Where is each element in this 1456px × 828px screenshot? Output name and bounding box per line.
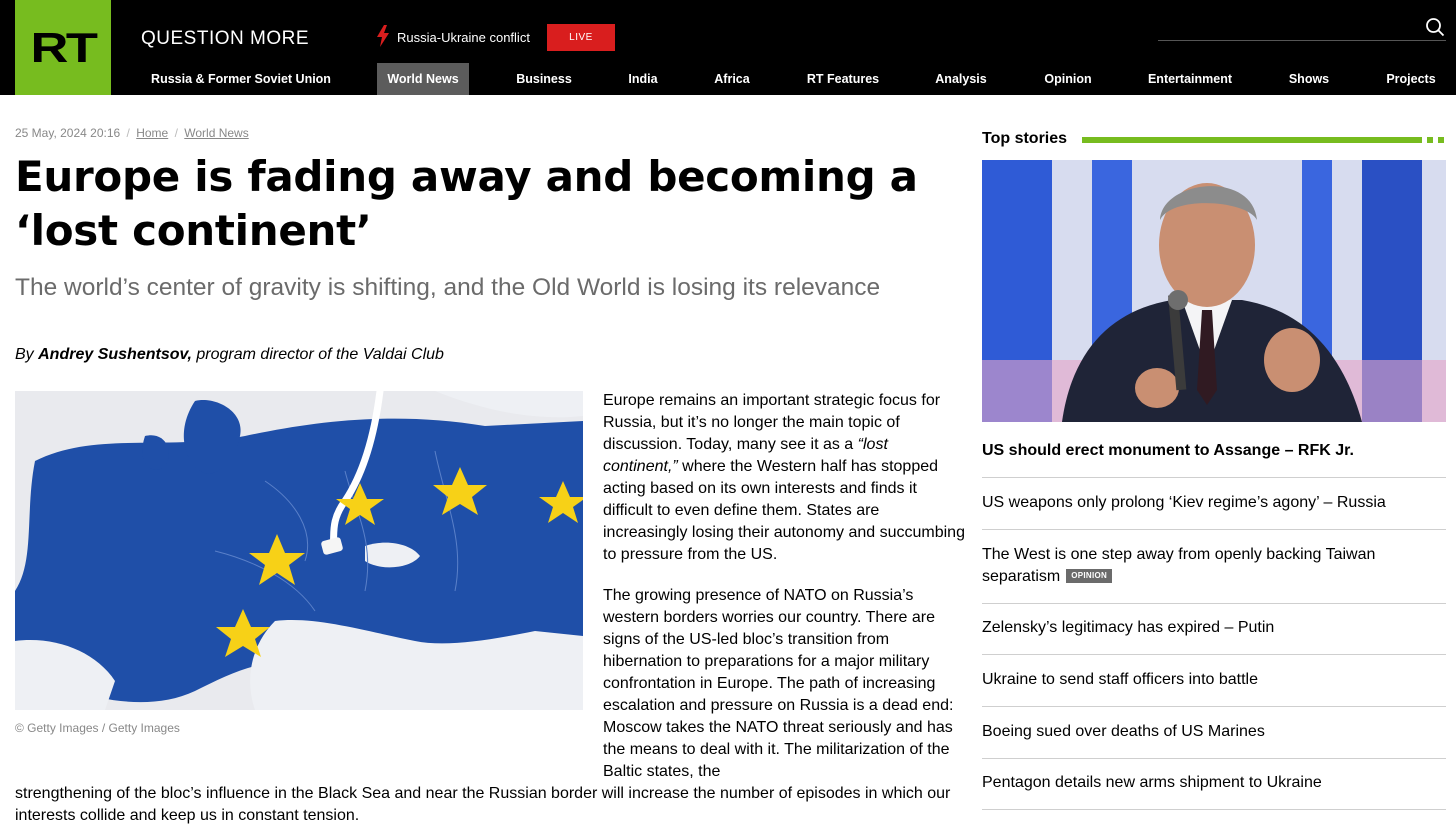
top-story-link[interactable]: Zelensky’s legitimacy has expired – Putin — [982, 619, 1275, 636]
article-summary: The world’s center of gravity is shifting, and the Old World is losing its relevance — [15, 274, 881, 301]
story-divider — [982, 706, 1446, 707]
nav-item-shows[interactable]: Shows — [1288, 72, 1330, 86]
nav-item-projects[interactable]: Projects — [1386, 72, 1436, 86]
nav-item-analysis[interactable]: Analysis — [935, 72, 987, 86]
article-paragraph-2: The growing presence of NATO on Russia’s western borders worries our country. There are signs of the US-led bloc’s transition from hibernation to preparations for a major military confrontation in Europe. The path of increasing escalation and pressure on Russia is a dead end: Moscow takes the NATO threat seriously and has the means to deal with it. The militarization of the Baltic states, the — [603, 587, 954, 780]
story-divider — [982, 477, 1446, 478]
nav-item-india[interactable]: India — [628, 72, 658, 86]
nav-item-world-news[interactable]: World News — [377, 63, 469, 95]
breadcrumb-separator: / — [126, 126, 130, 140]
breadcrumb-section-link[interactable]: World News — [184, 126, 249, 140]
story-divider — [982, 809, 1446, 810]
story-divider — [982, 654, 1446, 655]
article-photo[interactable] — [15, 391, 583, 710]
article-paragraph-2-continued: strengthening of the bloc’s influence in the Black Sea and near the Russian border will increase the number of episodes in which our interests collide and keep us in constant tension. — [15, 785, 951, 824]
top-story-link[interactable]: US should erect monument to Assange – RFK Jr. — [982, 442, 1354, 459]
top-story-link[interactable]: Boeing sued over deaths of US Marines — [982, 723, 1265, 740]
nav-item-entertainment[interactable]: Entertainment — [1147, 72, 1233, 86]
story-divider — [982, 529, 1446, 530]
story-divider — [982, 603, 1446, 604]
conflict-link[interactable]: Russia-Ukraine conflict — [397, 30, 530, 45]
story-title: The West is one step away from openly backing Taiwan separatism — [982, 546, 1376, 585]
breadcrumb-separator: / — [174, 126, 178, 140]
slogan: QUESTION MORE — [141, 28, 310, 49]
top-story-link[interactable]: US weapons only prolong ‘Kiev regime’s agony’ – Russia — [982, 494, 1386, 511]
byline-prefix: By — [15, 346, 34, 363]
site-header — [0, 0, 1456, 95]
author-link[interactable]: Andrey Sushentsov, — [38, 346, 192, 363]
breadcrumb — [15, 126, 249, 140]
top-story-link[interactable]: Pentagon details new arms shipment to Ukraine — [982, 774, 1322, 791]
article-byline — [15, 346, 444, 364]
search-input[interactable] — [1158, 40, 1446, 41]
top-stories-title: Top stories — [982, 130, 1068, 147]
nav-item-opinion[interactable]: Opinion — [1044, 72, 1092, 86]
top-story-link[interactable] — [982, 544, 1446, 588]
opinion-badge: OPINION — [1066, 569, 1112, 583]
live-button[interactable]: LIVE — [547, 24, 615, 51]
article-paragraph-1: Europe remains an important strategic focus for Russia, but it’s no longer the main topic of discussion. Today, many see it as a “lost continent,” where the Western half has stopped acting based on its own interests and finds it difficult to even define them. States are increasingly losing their autonomy and succumbing to pressure from the US. — [603, 392, 965, 563]
nav-item-rt-features[interactable]: RT Features — [806, 72, 880, 86]
top-stories-bar — [1082, 137, 1422, 143]
photo-caption: © Getty Images / Getty Images — [15, 721, 180, 735]
breadcrumb-home-link[interactable]: Home — [136, 126, 169, 140]
nav-item-russia[interactable]: Russia & Former Soviet Union — [151, 72, 331, 86]
top-stories-dot — [1427, 137, 1433, 143]
top-story-photo[interactable] — [982, 160, 1446, 422]
logo-text: RT — [30, 23, 96, 71]
lightning-icon — [376, 25, 390, 47]
story-divider — [982, 758, 1446, 759]
search-icon[interactable] — [1425, 17, 1445, 37]
author-role: program director of the Valdai Club — [196, 346, 444, 363]
nav-item-business[interactable]: Business — [516, 72, 572, 86]
top-stories-dot — [1438, 137, 1444, 143]
eu-map-illustration — [15, 391, 583, 710]
speaker-photo — [982, 160, 1446, 422]
article-date: 25 May, 2024 20:16 — [15, 126, 121, 140]
main-nav — [0, 63, 1456, 95]
nav-item-africa[interactable]: Africa — [714, 72, 750, 86]
article-headline: Europe is fading away and becoming a ‘lost continent’ — [15, 152, 918, 255]
top-story-link[interactable]: Ukraine to send staff officers into battle — [982, 671, 1259, 688]
